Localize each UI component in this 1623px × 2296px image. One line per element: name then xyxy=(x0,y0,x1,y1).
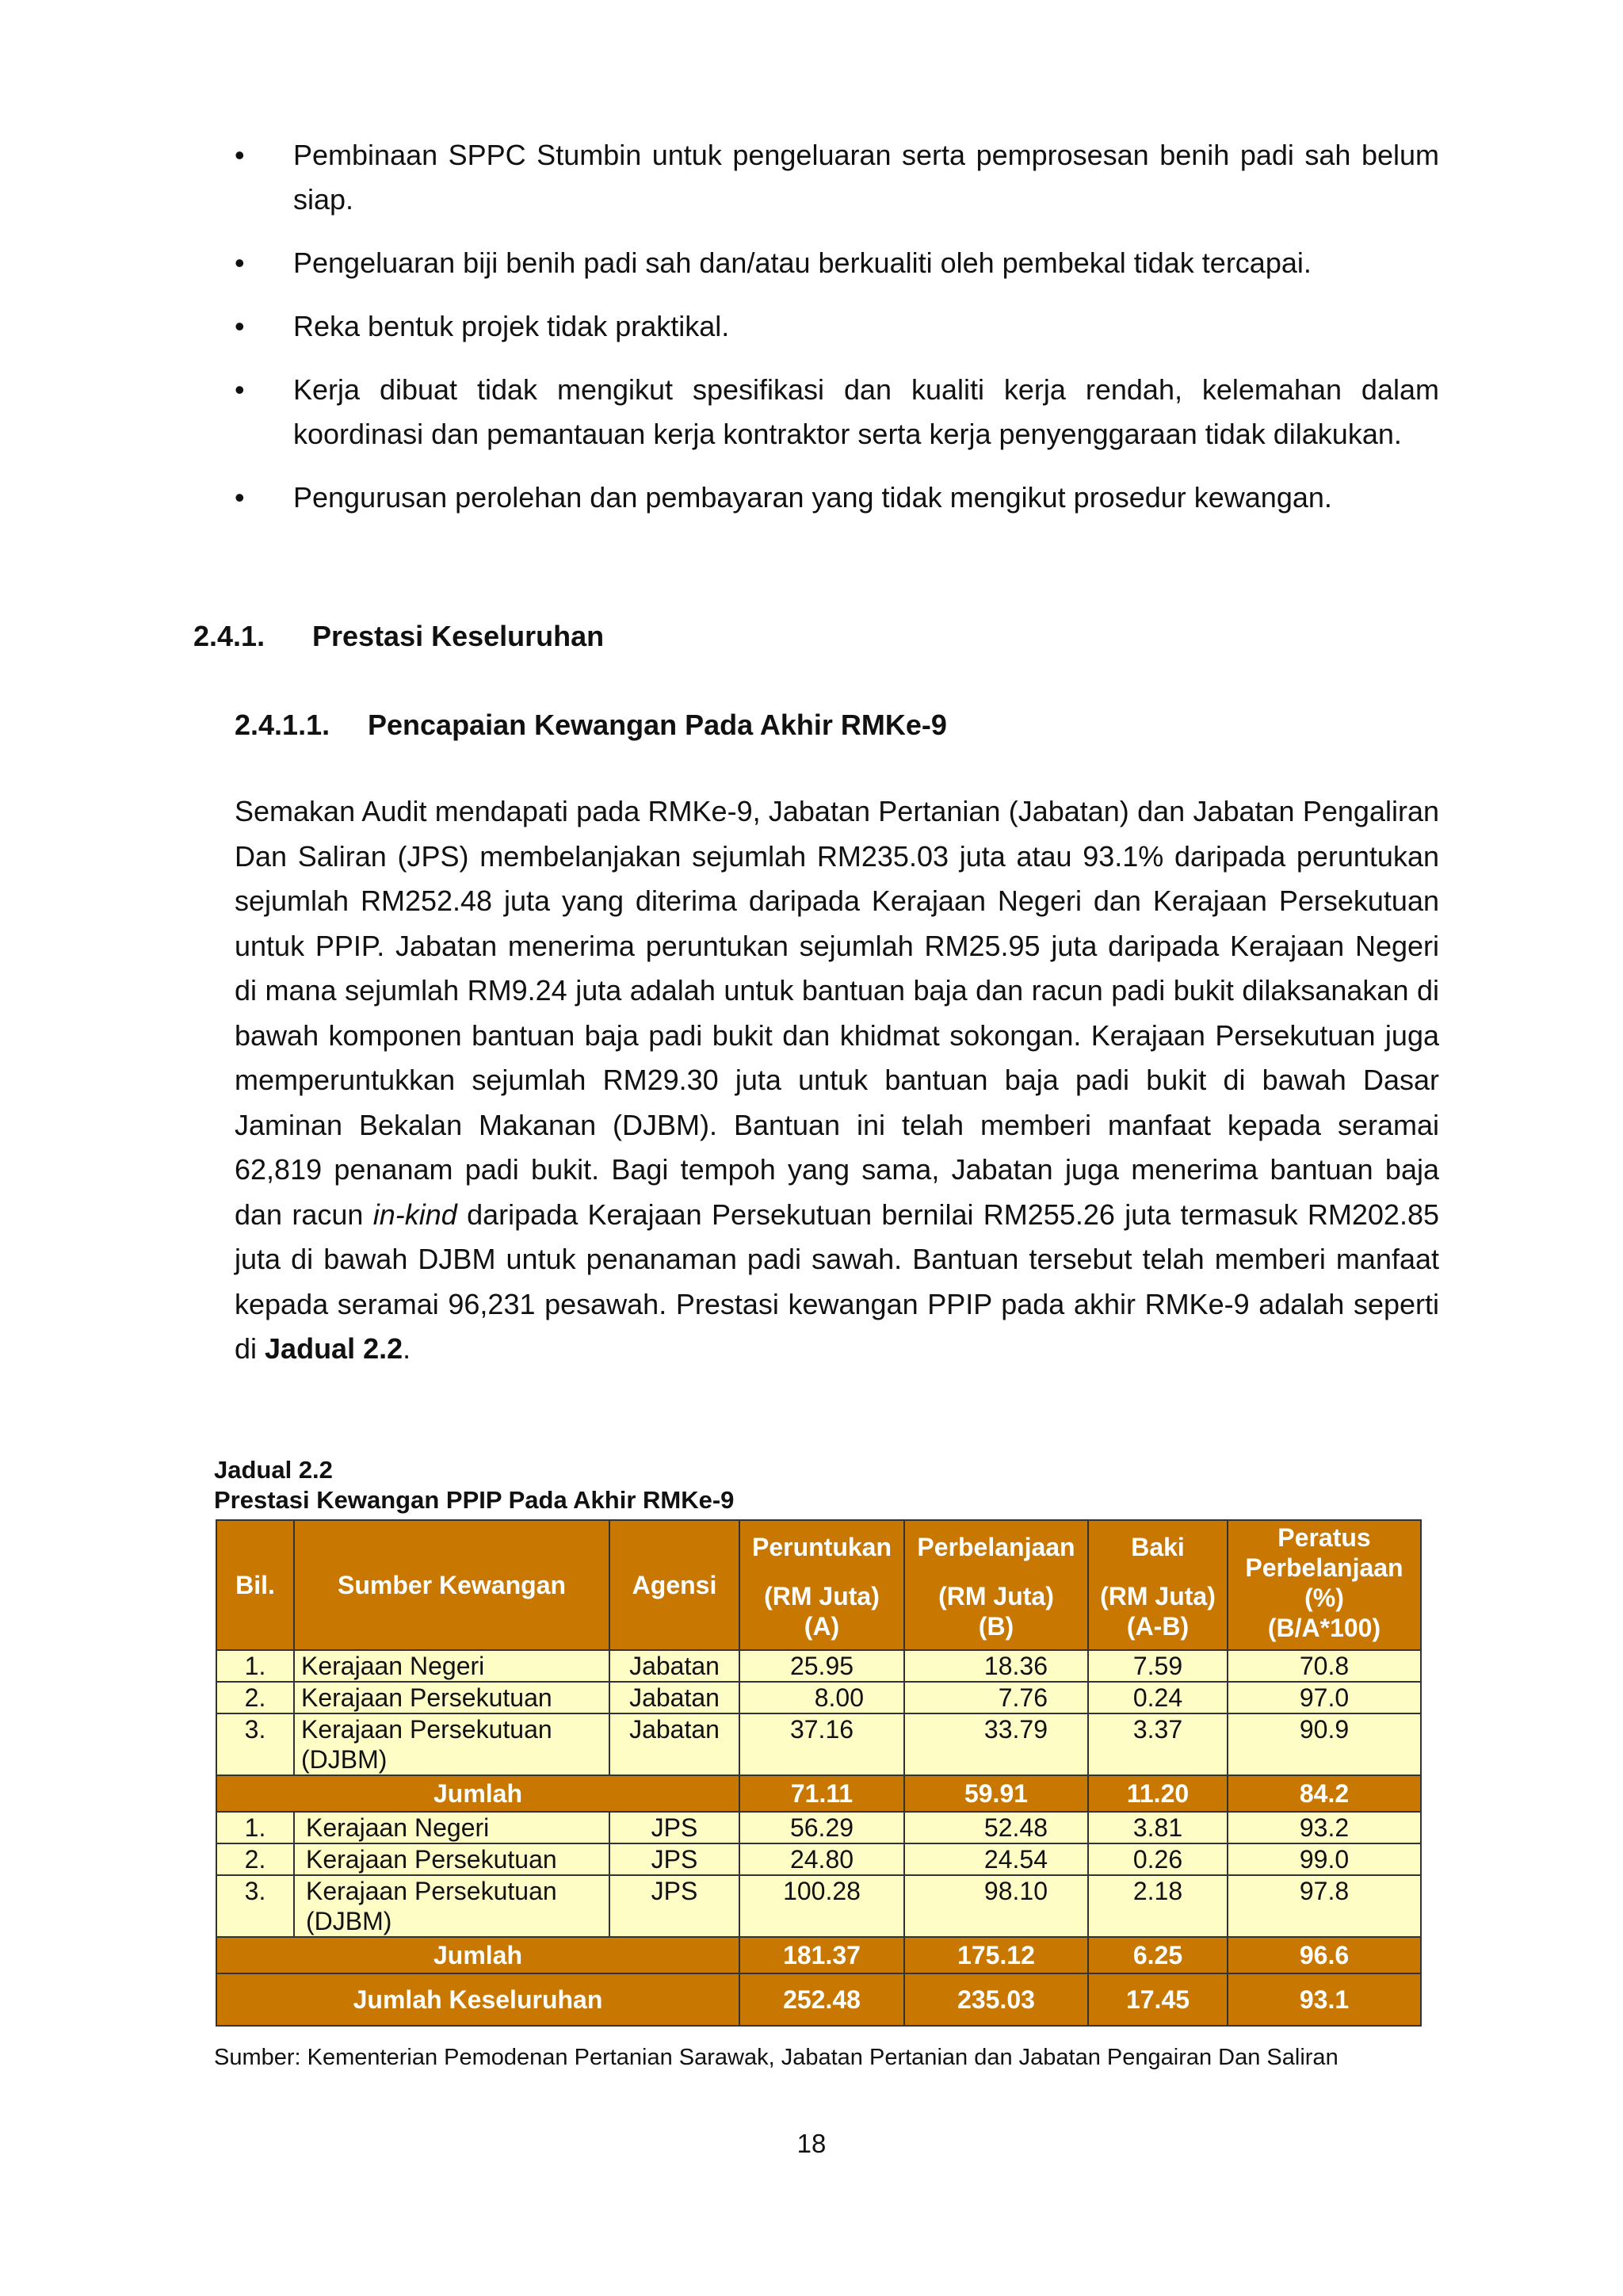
grand-total-label: Jumlah Keseluruhan xyxy=(216,1973,739,2026)
grand-total-perbelanjaan: 235.03 xyxy=(904,1973,1088,2026)
paragraph-text: daripada Kerajaan Persekutuan bernilai RM255.26 juta termasuk RM202.85 juta di bawah DJBM untuk penanaman padi sawah. Bantuan tersebut telah memberi manfaat kepada seramai 96,231 pesawah. Prestasi kewangan PPIP pada akhir RMKe-9 adalah seperti di xyxy=(235,1198,1440,1365)
bullet-item xyxy=(235,368,1439,457)
cell-perbelanjaan: 33.79 xyxy=(904,1713,1088,1775)
cell-peratus: 70.8 xyxy=(1228,1650,1421,1682)
subtotal-label: Jumlah xyxy=(216,1937,739,1973)
grand-total-row xyxy=(216,1973,1421,2026)
table-row xyxy=(216,1812,1421,1843)
grand-total-baki: 17.45 xyxy=(1088,1973,1228,2026)
cell-bil: 2. xyxy=(216,1843,294,1875)
cell-sumber: Kerajaan Negeri xyxy=(294,1650,609,1682)
header-unit: (RM Juta) xyxy=(1100,1582,1216,1610)
cell-baki: 3.37 xyxy=(1088,1713,1228,1775)
header-baki xyxy=(1088,1520,1228,1650)
cell-perbelanjaan: 52.48 xyxy=(904,1812,1088,1843)
subtotal-peruntukan: 71.11 xyxy=(739,1775,904,1812)
cell-sumber-line: (DJBM) xyxy=(301,1745,388,1774)
cell-perbelanjaan: 98.10 xyxy=(904,1875,1088,1937)
bullet-icon: • xyxy=(235,246,245,279)
table-row xyxy=(216,1682,1421,1713)
bullet-text: Pengeluaran biji benih padi sah dan/atau berkualiti oleh pembekal tidak tercapai. xyxy=(293,246,1312,279)
paragraph-text: Semakan Audit mendapati pada RMKe-9, Jabatan Pertanian (Jabatan) dan Jabatan Pengaliran Dan Saliran (JPS) membelanjakan sejumlah RM235.03 juta atau 93.1% daripada peruntukan sejumlah RM252.48 juta yang diterima daripada Kerajaan Negeri dan Kerajaan Persekutuan untuk PPIP. Jabatan menerima peruntukan sejumlah RM25.95 juta daripada Kerajaan Negeri di mana sejumlah RM9.24 juta adalah untuk bantuan baja dan racun padi bukit dilaksanakan di bawah komponen bantuan baja padi bukit dan khidmat sokongan. Kerajaan Persekutuan juga memperuntukkan sejumlah RM29.30 juta untuk bantuan baja padi bukit di bawah Dasar Jaminan Bekalan Makanan (DJBM). Bantuan ini telah memberi manfaat kepada seramai 62,819 penanam padi bukit. Bagi tempoh yang sama, Jabatan juga menerima bantuan baja dan racun xyxy=(235,795,1439,1231)
subtotal-baki: 11.20 xyxy=(1088,1775,1228,1812)
cell-peratus: 97.0 xyxy=(1228,1682,1421,1713)
header-bil: Bil. xyxy=(216,1520,294,1650)
cell-peruntukan: 24.80 xyxy=(739,1843,904,1875)
table-reference: Jadual 2.2 xyxy=(265,1332,403,1365)
cell-perbelanjaan: 24.54 xyxy=(904,1843,1088,1875)
subtotal-peruntukan: 181.37 xyxy=(739,1937,904,1973)
cell-sumber xyxy=(294,1713,609,1775)
cell-baki: 7.59 xyxy=(1088,1650,1228,1682)
cell-sumber: Kerajaan Negeri xyxy=(294,1812,609,1843)
table-caption xyxy=(214,1455,734,1515)
header-text: Perbelanjaan xyxy=(1245,1553,1403,1582)
cell-sumber-line: Kerajaan Persekutuan xyxy=(301,1715,552,1744)
bullet-item xyxy=(235,133,1439,222)
subsection-number: 2.4.1.1. xyxy=(235,709,330,741)
cell-peratus: 90.9 xyxy=(1228,1713,1421,1775)
subtotal-peratus: 96.6 xyxy=(1228,1937,1421,1973)
header-text: Perbelanjaan xyxy=(917,1533,1075,1561)
page-number: 18 xyxy=(796,2129,827,2158)
bullet-text: Reka bentuk projek tidak praktikal. xyxy=(293,310,730,342)
cell-sumber: Kerajaan Persekutuan xyxy=(294,1682,609,1713)
table-source: Sumber: Kementerian Pemodenan Pertanian Sarawak, Jabatan Pertanian dan Jabatan Pengairan Dan Saliran xyxy=(214,2045,1338,2070)
cell-bil: 1. xyxy=(216,1650,294,1682)
header-peratus xyxy=(1228,1520,1421,1650)
cell-agensi: JPS xyxy=(609,1843,739,1875)
cell-baki: 2.18 xyxy=(1088,1875,1228,1937)
section-number: 2.4.1. xyxy=(193,620,265,652)
cell-peruntukan: 25.95 xyxy=(739,1650,904,1682)
subtotal-perbelanjaan: 175.12 xyxy=(904,1937,1088,1973)
bullet-icon: • xyxy=(235,373,245,406)
table-label: Jadual 2.2 xyxy=(214,1456,333,1484)
header-unit: (RM Juta) xyxy=(938,1582,1054,1610)
subtotal-perbelanjaan: 59.91 xyxy=(904,1775,1088,1812)
header-sumber: Sumber Kewangan xyxy=(294,1520,609,1650)
cell-agensi: JPS xyxy=(609,1875,739,1937)
header-agensi: Agensi xyxy=(609,1520,739,1650)
bullet-item xyxy=(235,304,1439,349)
subsection-heading xyxy=(235,709,947,742)
bullet-text: Pengurusan perolehan dan pembayaran yang tidak mengikut prosedur kewangan. xyxy=(293,481,1332,514)
table-header-row xyxy=(216,1520,1421,1650)
cell-agensi: JPS xyxy=(609,1812,739,1843)
cell-bil: 2. xyxy=(216,1682,294,1713)
cell-peruntukan: 37.16 xyxy=(739,1713,904,1775)
cell-bil: 3. xyxy=(216,1713,294,1775)
table-row xyxy=(216,1650,1421,1682)
bullet-icon: • xyxy=(235,139,245,171)
paragraph-italic: in-kind xyxy=(372,1198,457,1231)
subtotal-baki: 6.25 xyxy=(1088,1937,1228,1973)
subtotal-label: Jumlah xyxy=(216,1775,739,1812)
cell-agensi: Jabatan xyxy=(609,1682,739,1713)
table-row xyxy=(216,1713,1421,1775)
bullet-list xyxy=(235,133,1439,539)
grand-total-peruntukan: 252.48 xyxy=(739,1973,904,2026)
body-paragraph xyxy=(235,789,1439,1372)
bullet-text: Pembinaan SPPC Stumbin untuk pengeluaran serta pemprosesan benih padi sah belum siap. xyxy=(293,139,1439,216)
header-text: Peruntukan xyxy=(751,1533,892,1561)
cell-bil: 3. xyxy=(216,1875,294,1937)
header-code: (A-B) xyxy=(1126,1612,1190,1641)
bullet-icon: • xyxy=(235,310,245,342)
header-perbelanjaan xyxy=(904,1520,1088,1650)
cell-peruntukan: 8.00 xyxy=(739,1682,904,1713)
cell-agensi: Jabatan xyxy=(609,1650,739,1682)
header-peruntukan xyxy=(739,1520,904,1650)
table-row xyxy=(216,1843,1421,1875)
cell-perbelanjaan: 7.76 xyxy=(904,1682,1088,1713)
header-code: (B/A*100) xyxy=(1267,1614,1381,1642)
cell-peratus: 97.8 xyxy=(1228,1875,1421,1937)
header-text: Baki xyxy=(1131,1533,1185,1561)
finance-table xyxy=(216,1519,1422,2027)
cell-agensi: Jabatan xyxy=(609,1713,739,1775)
header-code: (B) xyxy=(978,1612,1014,1641)
paragraph-end: . xyxy=(403,1332,411,1365)
section-heading xyxy=(193,620,604,653)
cell-baki: 0.26 xyxy=(1088,1843,1228,1875)
section-title: Prestasi Keseluruhan xyxy=(312,620,605,652)
cell-peruntukan: 56.29 xyxy=(739,1812,904,1843)
subtotal-row xyxy=(216,1937,1421,1973)
cell-baki: 0.24 xyxy=(1088,1682,1228,1713)
table-row xyxy=(216,1875,1421,1937)
cell-sumber xyxy=(294,1875,609,1937)
header-unit: (%) xyxy=(1304,1584,1344,1612)
bullet-icon: • xyxy=(235,481,245,514)
grand-total-peratus: 93.1 xyxy=(1228,1973,1421,2026)
cell-sumber-line: (DJBM) xyxy=(306,1907,392,1935)
cell-peratus: 93.2 xyxy=(1228,1812,1421,1843)
cell-peratus: 99.0 xyxy=(1228,1843,1421,1875)
cell-bil: 1. xyxy=(216,1812,294,1843)
bullet-item xyxy=(235,476,1439,520)
cell-baki: 3.81 xyxy=(1088,1812,1228,1843)
subtotal-row xyxy=(216,1775,1421,1812)
cell-sumber-line: Kerajaan Persekutuan xyxy=(306,1877,557,1905)
header-code: (A) xyxy=(804,1612,840,1641)
header-text: Peratus xyxy=(1277,1523,1371,1552)
bullet-item xyxy=(235,241,1439,285)
header-unit: (RM Juta) xyxy=(764,1582,880,1610)
subsection-title: Pencapaian Kewangan Pada Akhir RMKe-9 xyxy=(368,709,947,741)
bullet-text: Kerja dibuat tidak mengikut spesifikasi dan kualiti kerja rendah, kelemahan dalam koordinasi dan pemantauan kerja kontraktor serta kerja penyenggaraan tidak dilakukan. xyxy=(293,373,1439,450)
table-title: Prestasi Kewangan PPIP Pada Akhir RMKe-9 xyxy=(214,1486,735,1514)
cell-perbelanjaan: 18.36 xyxy=(904,1650,1088,1682)
subtotal-peratus: 84.2 xyxy=(1228,1775,1421,1812)
cell-peruntukan: 100.28 xyxy=(739,1875,904,1937)
cell-sumber: Kerajaan Persekutuan xyxy=(294,1843,609,1875)
